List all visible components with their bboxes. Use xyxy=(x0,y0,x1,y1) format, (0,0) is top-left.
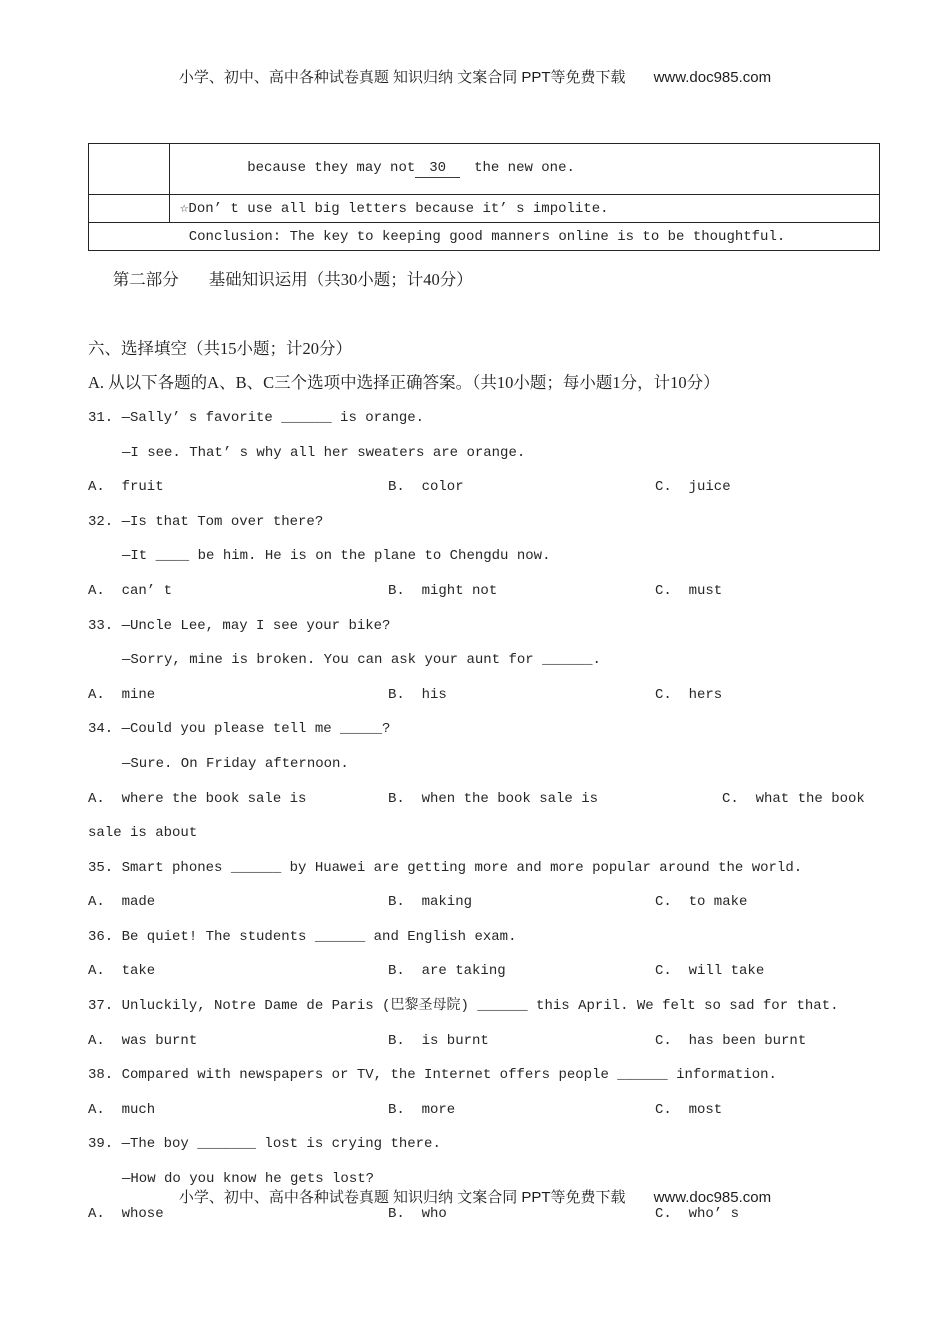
table-row xyxy=(89,195,880,223)
question-line: —It ____ be him. He is on the plane to Chengdu now. xyxy=(122,548,551,565)
question-line: 39. —The boy _______ lost is crying there. xyxy=(88,1136,441,1153)
question-32 xyxy=(88,505,866,609)
option-b: B. who xyxy=(388,1205,447,1222)
option-c: C. most xyxy=(655,1101,723,1118)
exam-body xyxy=(88,228,866,1231)
option-c: C. must xyxy=(655,582,723,599)
question-33 xyxy=(88,609,866,713)
option-a: A. much xyxy=(88,1101,156,1118)
option-a: A. mine xyxy=(88,686,156,703)
option-c: C. will take xyxy=(655,963,765,980)
question-line: 38. Compared with newspapers or TV, the Internet offers people ______ information. xyxy=(88,1067,777,1084)
page-header xyxy=(0,66,950,87)
header-site-text: 小学、初中、高中各种试卷真题 知识归纳 文案合同 PPT等免费下载 xyxy=(178,69,626,86)
question-line: 37. Unluckily, Notre Dame de Paris (巴黎圣母院) ______ this April. We felt so sad for that. xyxy=(88,998,839,1015)
option-c: C. what the book xyxy=(722,790,865,807)
option-c-continuation: sale is about xyxy=(88,825,198,842)
option-b: B. when the book sale is xyxy=(388,790,599,807)
option-c: C. has been burnt xyxy=(655,1032,807,1049)
options-row xyxy=(88,1024,866,1059)
option-b: B. making xyxy=(388,894,473,911)
question-38 xyxy=(88,1058,866,1127)
option-c: C. who’ s xyxy=(655,1205,740,1222)
option-b: B. might not xyxy=(388,582,498,599)
option-c: C. hers xyxy=(655,686,723,703)
question-line: —I see. That’ s why all her sweaters are orange. xyxy=(122,444,526,461)
option-a: A. whose xyxy=(88,1205,164,1222)
options-row xyxy=(88,470,866,505)
options-row xyxy=(88,574,866,609)
option-c: C. to make xyxy=(655,894,748,911)
options-row xyxy=(88,954,866,989)
question-line: —How do you know he gets lost? xyxy=(122,1171,375,1188)
table-cell-row1 xyxy=(170,144,880,195)
question-39 xyxy=(88,1127,866,1231)
table-stub-cell xyxy=(89,195,170,223)
part2-heading xyxy=(88,228,866,332)
question-line: 35. Smart phones ______ by Huawei are getting more and more popular around the world. xyxy=(88,859,803,876)
table-cell-row2: ☆Don’ t use all big letters because it’ s impolite. xyxy=(170,195,880,223)
footer-site-text: 小学、初中、高中各种试卷真题 知识归纳 文案合同 PPT等免费下载 xyxy=(178,1189,626,1206)
footer-url: www.doc985.com xyxy=(653,1189,772,1206)
instruction-a: A. 从以下各题的A、B、C三个选项中选择正确答案。（共10小题；每小题1分，计10分） xyxy=(88,373,720,393)
options-row xyxy=(88,1093,866,1128)
question-line: 33. —Uncle Lee, may I see your bike? xyxy=(88,617,391,634)
header-url: www.doc985.com xyxy=(653,69,772,86)
option-b: B. are taking xyxy=(388,963,506,980)
question-36 xyxy=(88,920,866,989)
table-row xyxy=(89,144,880,195)
question-34 xyxy=(88,712,866,850)
question-line: —Sure. On Friday afternoon. xyxy=(122,755,349,772)
options-row xyxy=(88,885,866,920)
option-a: A. was burnt xyxy=(88,1032,198,1049)
question-line: 36. Be quiet! The students ______ and English exam. xyxy=(88,928,517,945)
option-a: A. fruit xyxy=(88,479,164,496)
question-line: 31. —Sally’ s favorite ______ is orange. xyxy=(88,409,425,426)
option-b: B. more xyxy=(388,1101,456,1118)
question-35 xyxy=(88,851,866,920)
option-a: A. made xyxy=(88,894,156,911)
row1-prefix: because they may not xyxy=(247,160,416,176)
option-a: A. where the book sale is xyxy=(88,790,307,807)
question-line: 34. —Could you please tell me _____? xyxy=(88,721,391,738)
option-a: A. take xyxy=(88,963,156,980)
table-conclusion-cell: Conclusion: The key to keeping good manners online is to be thoughtful. xyxy=(89,223,880,251)
blank-30: 30 xyxy=(415,160,460,178)
option-a: A. can’ t xyxy=(88,582,173,599)
option-b: B. his xyxy=(388,686,447,703)
option-b: B. color xyxy=(388,479,464,496)
section6-heading: 六、选择填空（共15小题；计20分） xyxy=(88,338,352,358)
question-line: 32. —Is that Tom over there? xyxy=(88,513,324,530)
page-footer xyxy=(0,1186,950,1207)
option-b: B. is burnt xyxy=(388,1032,489,1049)
row1-suffix: the new one. xyxy=(474,160,575,176)
question-31 xyxy=(88,401,866,505)
options-row xyxy=(88,678,866,713)
part2-label: 第二部分 xyxy=(112,269,179,289)
question-line: —Sorry, mine is broken. You can ask your aunt for ______. xyxy=(122,652,601,669)
part2-title: 基础知识运用（共30小题；计40分） xyxy=(208,269,473,289)
options-row xyxy=(88,782,866,817)
question-37 xyxy=(88,989,866,1058)
table-stub-cell xyxy=(89,144,170,195)
option-c: C. juice xyxy=(655,479,731,496)
